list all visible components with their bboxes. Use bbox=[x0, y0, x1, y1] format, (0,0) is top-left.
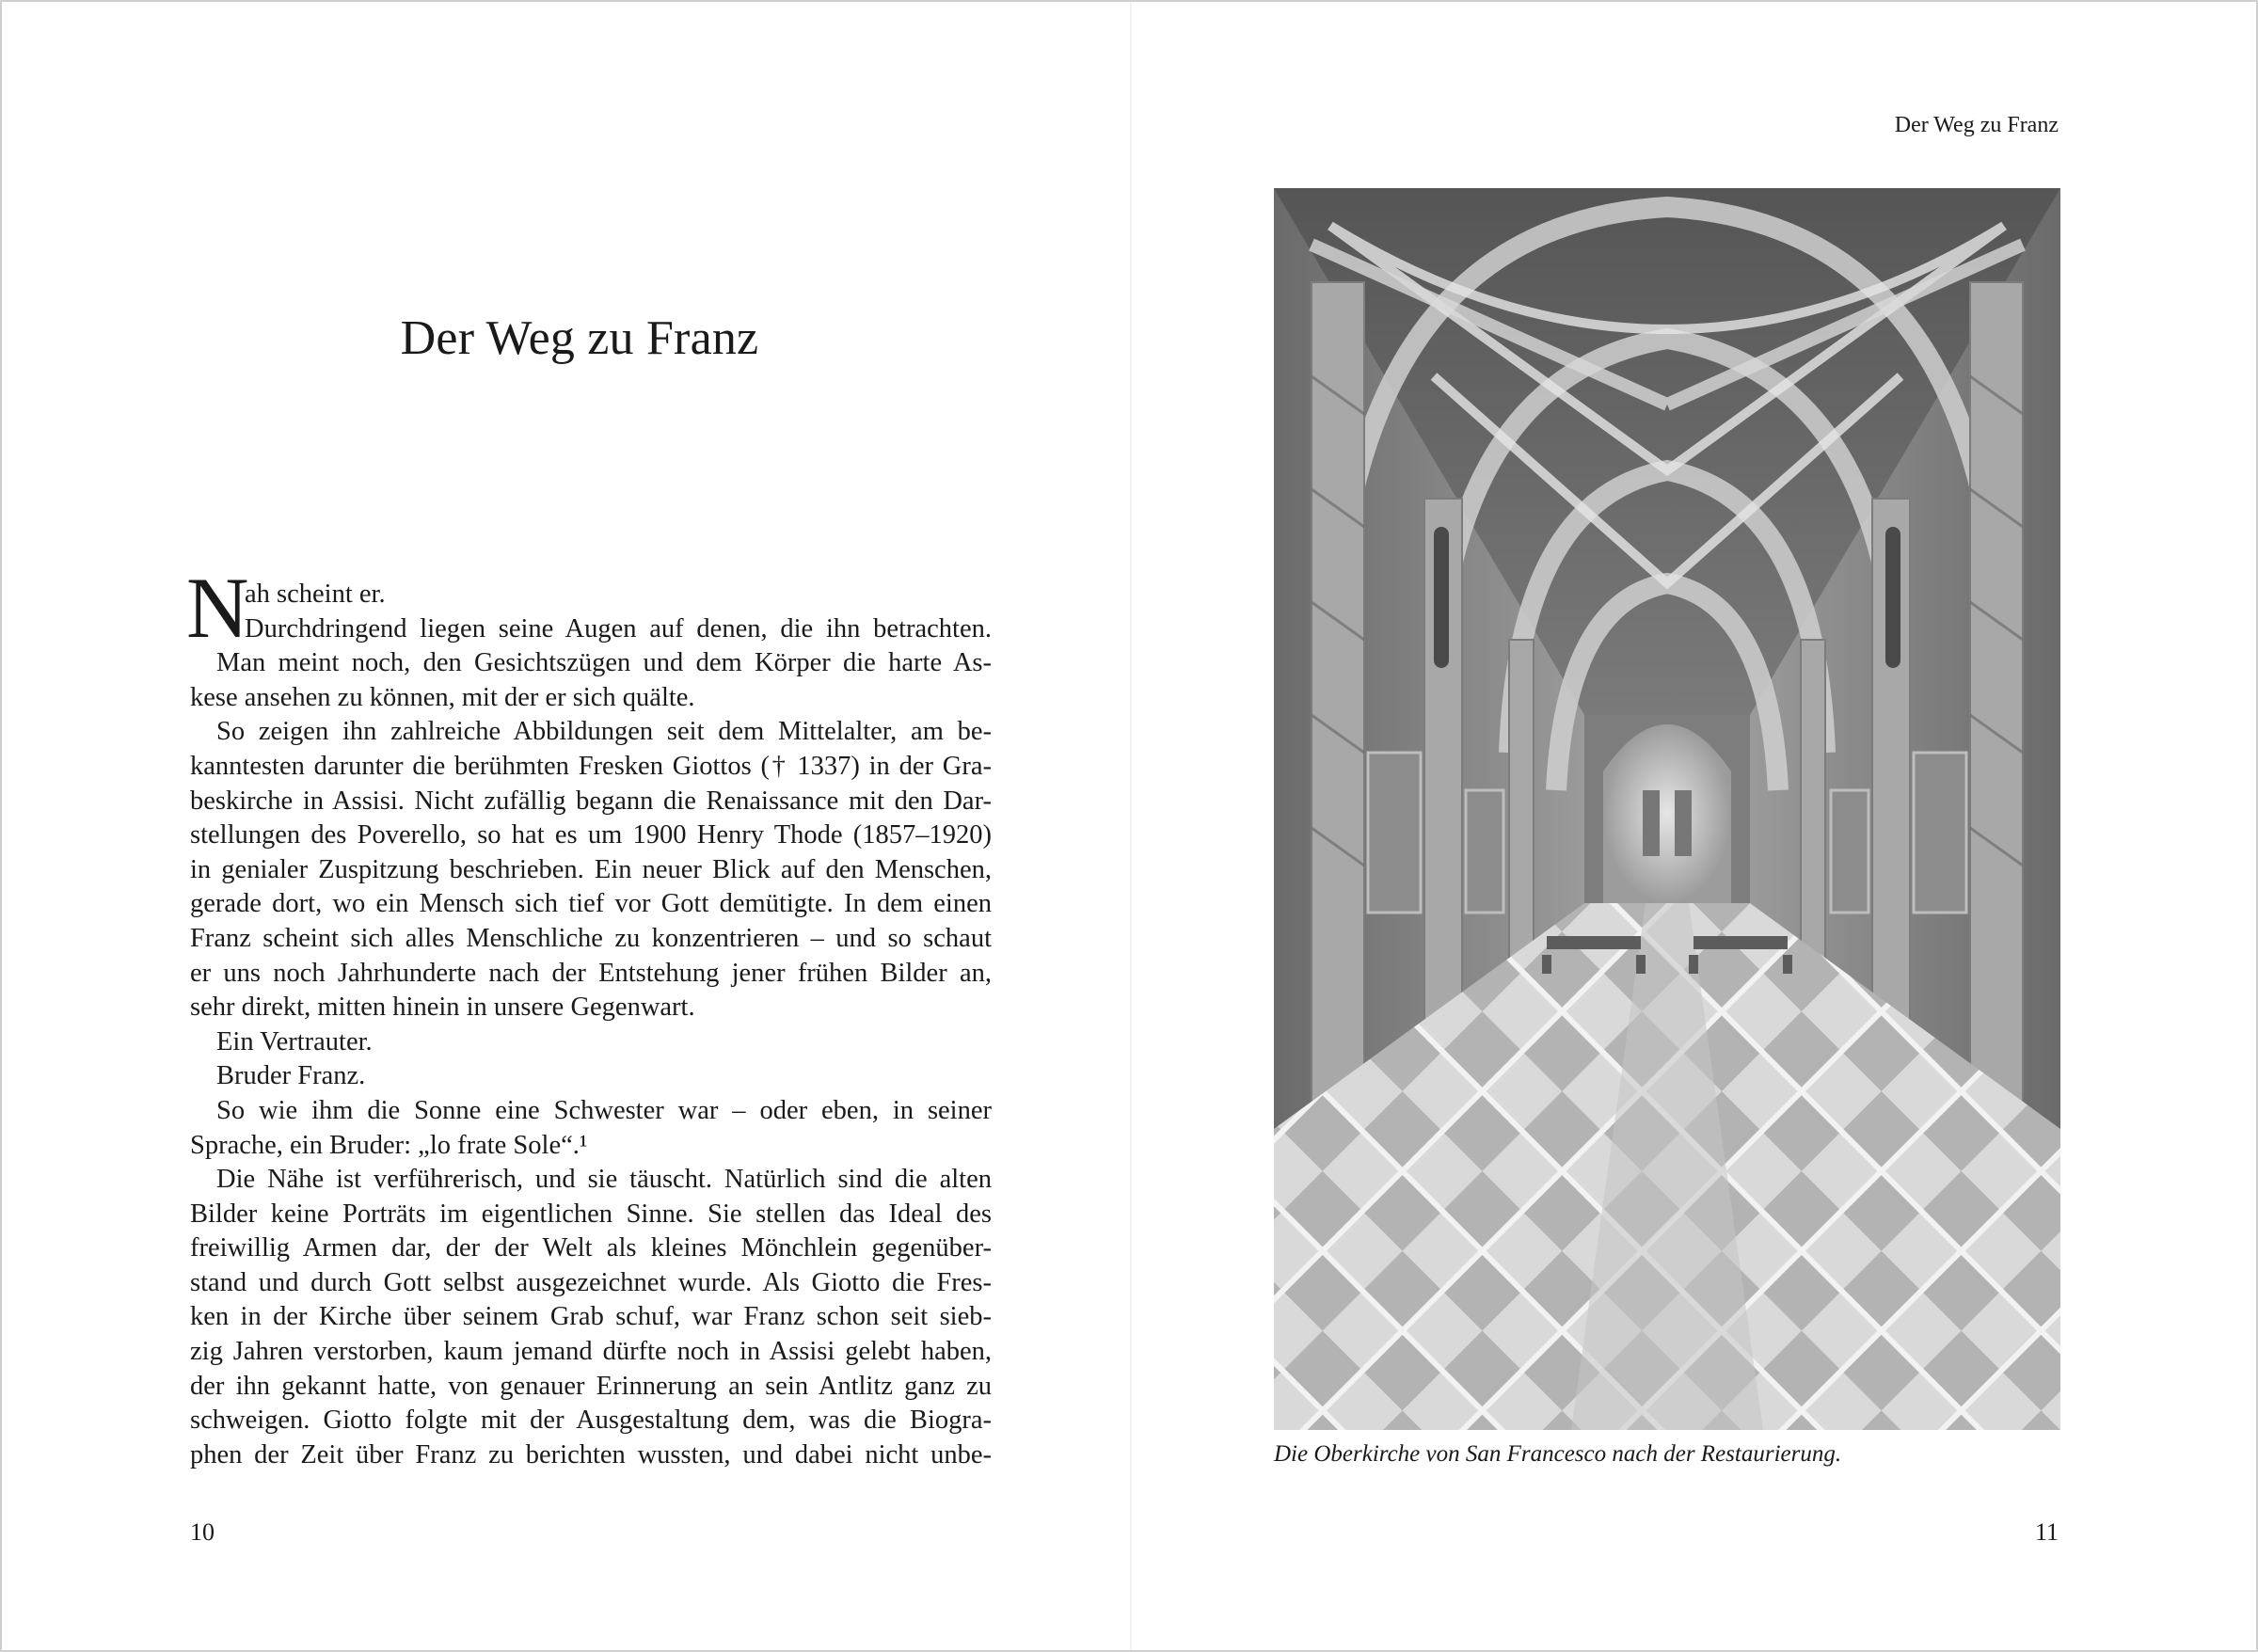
text-line: phen der Zeit über Franz zu berichten wussten, und dabei nicht unbe- bbox=[190, 1439, 992, 1469]
text-line: beskirche in Assisi. Nicht zufällig begann die Renaissance mit den Dar- bbox=[190, 786, 992, 816]
page-number-right: 11 bbox=[2034, 1518, 2059, 1546]
book-gutter bbox=[1130, 2, 1132, 1650]
text-line: Franz scheint sich alles Menschliche zu konzentrieren – und so schaut bbox=[190, 923, 992, 953]
text-line: der ihn gekannt hatte, von genauer Erinnerung an sein Antlitz ganz zu bbox=[190, 1371, 992, 1401]
text-line: stellungen des Poverello, so hat es um 1900 Henry Thode (1857–1920) bbox=[190, 820, 992, 850]
text-line: So zeigen ihn zahlreiche Abbildungen seit dem Mittelalter, am be- bbox=[216, 717, 992, 747]
text-line: schweigen. Giotto folgte mit der Ausgestaltung dem, was die Biogra- bbox=[190, 1406, 992, 1436]
running-head: Der Weg zu Franz bbox=[1894, 113, 2059, 137]
text-line: in genialer Zuspitzung beschrieben. Ein neuer Blick auf den Menschen, bbox=[190, 854, 992, 884]
text-line: Sprache, ein Bruder: „lo frate Sole“.¹ bbox=[190, 1130, 588, 1160]
text-line: er uns noch Jahrhunderte nach der Entstehung jener frühen Bilder an, bbox=[190, 958, 992, 988]
text-line: gerade dort, wo ein Mensch sich tief vor Gott demütigte. In dem einen bbox=[190, 889, 992, 919]
text-line: Bruder Franz. bbox=[216, 1061, 366, 1091]
text-line: sehr direkt, mitten hinein in unsere Gegenwart. bbox=[190, 993, 695, 1023]
body-text bbox=[190, 578, 992, 1472]
church-interior-photo bbox=[1274, 188, 2060, 1430]
text-line: Ein Vertrauter. bbox=[216, 1026, 373, 1056]
text-line: ken in der Kirche über seinem Grab schuf, war Franz schon seit sieb- bbox=[190, 1302, 992, 1332]
text-line: ah scheint er. bbox=[245, 580, 386, 609]
chapter-title: Der Weg zu Franz bbox=[400, 311, 759, 365]
drop-cap: N bbox=[186, 560, 249, 656]
text-line: So wie ihm die Sonne eine Schwester war – oder eben, in seiner bbox=[216, 1095, 992, 1125]
text-line: kanntesten darunter die berühmten Fresken Giottos († 1337) in der Gra- bbox=[190, 751, 992, 781]
text-line: freiwillig Armen dar, der der Welt als kleines Mönchlein gegenüber- bbox=[190, 1233, 992, 1263]
text-line: kese ansehen zu können, mit der er sich quälte. bbox=[190, 682, 695, 712]
text-line: stand und durch Gott selbst ausgezeichnet wurde. Als Giotto die Fres- bbox=[190, 1267, 992, 1297]
page-number-left: 10 bbox=[190, 1518, 215, 1546]
photo-caption: Die Oberkirche von San Francesco nach der Restaurierung. bbox=[1274, 1441, 1842, 1467]
text-line: zig Jahren verstorben, kaum jemand dürfte noch in Assisi gelebt haben, bbox=[190, 1337, 992, 1367]
text-line: Bilder keine Porträts im eigentlichen Sinne. Sie stellen das Ideal des bbox=[190, 1199, 992, 1229]
text-line: Man meint noch, den Gesichtszügen und dem Körper die harte As- bbox=[216, 648, 992, 678]
text-line: Die Nähe ist verführerisch, und sie täuscht. Natürlich sind die alten bbox=[216, 1165, 992, 1195]
basilica-nave-illustration bbox=[1274, 188, 2060, 1430]
text-line: Durchdringend liegen seine Augen auf denen, die ihn betrachten. bbox=[245, 613, 992, 643]
